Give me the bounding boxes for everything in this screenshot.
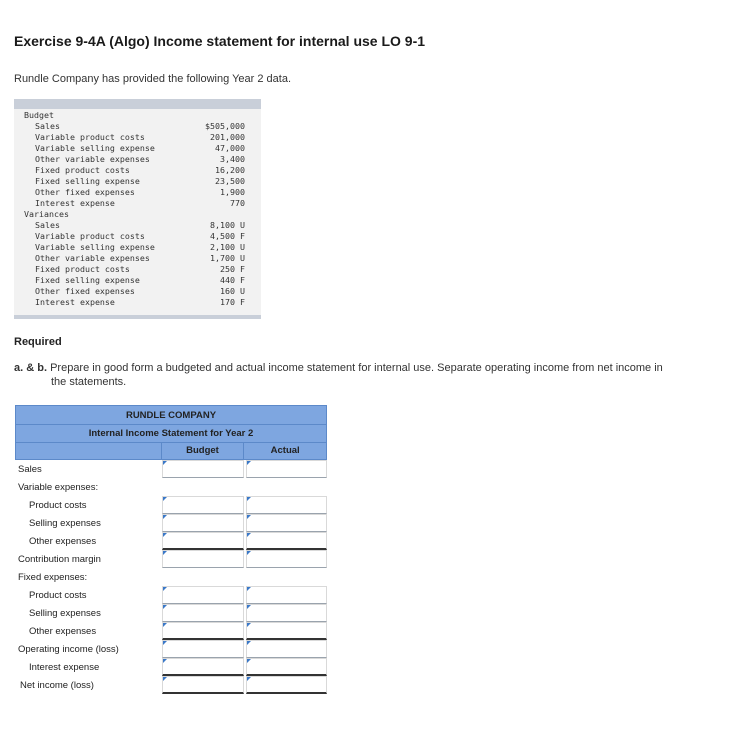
data-label: Other fixed expenses — [35, 286, 135, 296]
budget-input[interactable] — [162, 514, 243, 532]
statement-row-interest-expense — [15, 658, 327, 676]
row-label: Sales — [18, 463, 42, 475]
budget-input[interactable] — [162, 622, 243, 640]
variances-heading: Variances — [24, 209, 69, 219]
income-statement — [15, 405, 327, 694]
row-label: Product costs — [29, 589, 87, 601]
budget-input[interactable] — [162, 604, 243, 622]
data-label: Fixed selling expense — [35, 176, 140, 186]
data-value: 3,400 — [220, 154, 245, 164]
data-value: 160 U — [220, 286, 245, 296]
budget-input[interactable] — [162, 496, 243, 514]
statement-row-variable-selling — [15, 514, 327, 532]
budget-input[interactable] — [162, 640, 243, 658]
data-value: 47,000 — [215, 143, 245, 153]
budget-input[interactable] — [162, 586, 243, 604]
statement-row-fixed-selling — [15, 604, 327, 622]
row-label: Other expenses — [29, 535, 97, 547]
page-title: Exercise 9-4A (Algo) Income statement for internal use LO 9-1 — [14, 33, 426, 49]
statement-subtitle: Internal Income Statement for Year 2 — [15, 425, 327, 443]
row-label: Contribution margin — [18, 553, 101, 565]
data-value: 201,000 — [210, 132, 245, 142]
data-label: Other variable expenses — [35, 253, 150, 263]
budget-input[interactable] — [162, 532, 243, 550]
data-label: Interest expense — [35, 297, 115, 307]
data-label: Other variable expenses — [35, 154, 150, 164]
data-label: Fixed product costs — [35, 264, 130, 274]
statement-row-fixed-heading — [15, 568, 327, 586]
data-label: Sales — [35, 121, 60, 131]
actual-input[interactable] — [246, 586, 327, 604]
actual-input[interactable] — [246, 658, 327, 676]
actual-input[interactable] — [246, 532, 327, 550]
budget-input[interactable] — [162, 676, 243, 694]
actual-input[interactable] — [246, 676, 327, 694]
intro-text: Rundle Company has provided the following Year 2 data. — [14, 73, 292, 85]
data-value: 440 F — [220, 275, 245, 285]
data-table — [14, 99, 261, 319]
budget-input[interactable] — [162, 658, 243, 676]
instructions-text-cont: the statements. — [51, 376, 127, 388]
row-label: Operating income (loss) — [18, 643, 119, 655]
data-value: 170 F — [220, 297, 245, 307]
column-actual: Actual — [243, 443, 326, 459]
row-label: Other expenses — [29, 625, 97, 637]
instructions-prefix: a. & b. — [14, 362, 48, 374]
data-value: 4,500 F — [210, 231, 245, 241]
data-label: Variable product costs — [35, 132, 145, 142]
actual-input[interactable] — [246, 514, 327, 532]
data-label: Variable selling expense — [35, 242, 155, 252]
row-label: Selling expenses — [29, 607, 101, 619]
budget-input[interactable] — [162, 460, 243, 478]
actual-input[interactable] — [246, 550, 327, 568]
data-label: Variable product costs — [35, 231, 145, 241]
row-label: Product costs — [29, 499, 87, 511]
data-label: Interest expense — [35, 198, 115, 208]
data-value: 8,100 U — [210, 220, 245, 230]
data-value: 16,200 — [215, 165, 245, 175]
data-label: Fixed product costs — [35, 165, 130, 175]
actual-input[interactable] — [246, 496, 327, 514]
data-label: Other fixed expenses — [35, 187, 135, 197]
budget-heading: Budget — [24, 110, 54, 120]
actual-input[interactable] — [246, 604, 327, 622]
data-label: Fixed selling expense — [35, 275, 140, 285]
data-value: 1,900 — [220, 187, 245, 197]
statement-column-headers — [15, 443, 327, 460]
statement-row-sales — [15, 460, 327, 478]
row-label: Interest expense — [29, 661, 100, 673]
actual-input[interactable] — [246, 622, 327, 640]
row-label: Fixed expenses: — [18, 571, 88, 583]
statement-row-variable-product — [15, 496, 327, 514]
statement-row-operating-income — [15, 640, 327, 658]
actual-input[interactable] — [246, 460, 327, 478]
actual-input[interactable] — [246, 640, 327, 658]
data-value: 770 — [230, 198, 245, 208]
column-budget: Budget — [161, 443, 244, 459]
statement-row-contribution-margin — [15, 550, 327, 568]
required-heading: Required — [14, 336, 62, 348]
row-label: Selling expenses — [29, 517, 101, 529]
statement-company: RUNDLE COMPANY — [15, 405, 327, 425]
data-value: 250 F — [220, 264, 245, 274]
data-value: 1,700 U — [210, 253, 245, 263]
data-value: $505,000 — [205, 121, 245, 131]
data-value: 23,500 — [215, 176, 245, 186]
data-label: Variable selling expense — [35, 143, 155, 153]
statement-row-fixed-other — [15, 622, 327, 640]
data-value: 2,100 U — [210, 242, 245, 252]
instructions — [14, 361, 724, 389]
statement-row-variable-other — [15, 532, 327, 550]
budget-input[interactable] — [162, 550, 243, 568]
statement-row-fixed-product — [15, 586, 327, 604]
data-label: Sales — [35, 220, 60, 230]
row-label: Net income (loss) — [20, 679, 94, 691]
statement-row-variable-heading — [15, 478, 327, 496]
instructions-text: Prepare in good form a budgeted and actual income statement for internal use. Separate operating income from net income in — [50, 362, 663, 374]
row-label: Variable expenses: — [18, 481, 99, 493]
statement-row-net-income — [15, 676, 327, 694]
